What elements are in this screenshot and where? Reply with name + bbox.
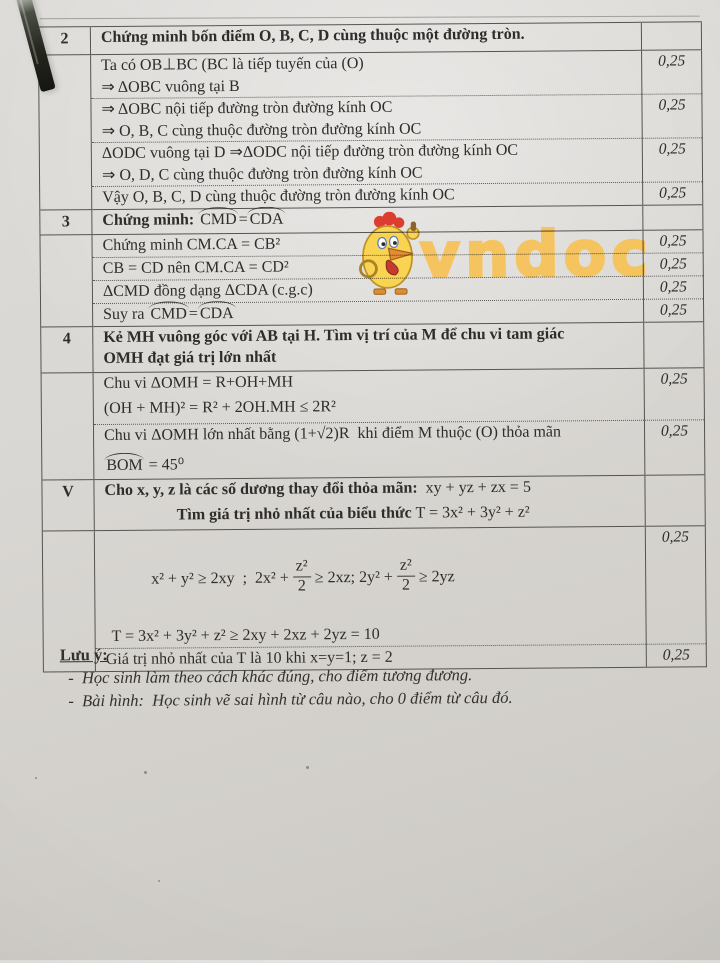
- solution-cell: [91, 94, 642, 142]
- solution-cell: [93, 368, 644, 424]
- solution-line: Vậy O, B, C, D cùng thuộc đường tròn đường kính OC: [102, 186, 455, 207]
- score-cell: [642, 50, 702, 94]
- table-row: [41, 419, 704, 479]
- solution-line: ⇒ ΔOBC nội tiếp đường tròn đường kính OC: [101, 98, 393, 119]
- solution-line: (OH + MH)² = R² + 2OH.MH ≤ 2R²: [103, 398, 336, 418]
- fraction-denominator: 2: [401, 576, 410, 594]
- table-row: [39, 138, 702, 187]
- solution-line: [104, 442, 640, 477]
- note-text: Bài hình: Học sinh vẽ sai hình từ câu nào, cho 0 điểm từ câu đó.: [82, 687, 513, 711]
- score-cell: [645, 474, 705, 525]
- score-value: 0,25: [660, 369, 688, 388]
- score-value: 0,25: [659, 231, 687, 250]
- score-cell: [643, 229, 703, 252]
- score-value: 0,25: [659, 254, 687, 273]
- score-cell: [641, 22, 701, 50]
- angle-arc-notation: BOM: [106, 456, 143, 474]
- score-cell: [642, 138, 702, 182]
- score-cell: [643, 298, 703, 321]
- angle-arc-notation: CDA: [249, 210, 284, 228]
- dash-bullet: -: [68, 691, 74, 711]
- equals-sign: =: [188, 304, 198, 322]
- note-item: [60, 663, 680, 688]
- score-value: 0,25: [658, 140, 686, 158]
- table-row: [39, 50, 702, 99]
- solution-line: Suy ra: [103, 305, 149, 323]
- score-cell: [642, 94, 702, 138]
- angle-equation: [198, 210, 285, 228]
- task-header: [93, 322, 644, 372]
- score-cell: [645, 525, 706, 644]
- table-row: [42, 474, 705, 530]
- number-column-spacer: [40, 234, 93, 326]
- note-text: Học sinh làm theo cách khác đúng, cho điểm tương đương.: [81, 665, 473, 688]
- question-number: V: [42, 479, 94, 530]
- table-row: [39, 94, 702, 143]
- question-number: 3: [40, 209, 92, 234]
- task-header-text: Chứng minh:: [102, 210, 199, 229]
- solution-line: Ta có OB⊥BC (BC là tiếp tuyến của (O): [101, 54, 364, 75]
- table-row: [41, 367, 704, 424]
- solution-line: ⇒ O, B, C cùng thuộc đường tròn đường kính OC: [101, 120, 422, 140]
- equation-text: ≥ 2xz; 2y² +: [314, 568, 393, 587]
- fraction-numerator: z²: [397, 558, 415, 577]
- dust-speck: [158, 880, 160, 882]
- equation-text: T = 3x² + 3y² + z²: [415, 503, 530, 522]
- task-header: [94, 475, 645, 530]
- task-header-line: [105, 497, 641, 527]
- solution-line: [111, 526, 642, 622]
- question-number: 4: [41, 326, 93, 372]
- notes-section: [60, 640, 680, 711]
- score-value: 0,25: [659, 184, 687, 202]
- solution-line: ⇒ ΔOBC vuông tại B: [101, 77, 240, 96]
- note-item: [60, 686, 680, 711]
- fraction-denominator: 2: [297, 577, 306, 595]
- dash-bullet: -: [68, 668, 74, 688]
- score-value: 0,25: [662, 646, 690, 664]
- score-value: 0,25: [659, 300, 688, 319]
- score-value: 0,25: [659, 277, 688, 296]
- solution-line: ⇒ O, D, C cùng thuộc đường tròn đường kính OC: [101, 164, 423, 184]
- score-cell: [643, 204, 703, 229]
- score-cell: [643, 182, 703, 205]
- notes-title: Lưu ý:: [59, 644, 108, 665]
- table-row: [41, 321, 704, 372]
- score-cell: [644, 367, 704, 419]
- solution-line: CB = CD nên CM.CA = CD²: [102, 258, 289, 277]
- solution-line: T = 3x² + 3y² + z² ≥ 2xy + 2xz + 2yz = 10: [111, 625, 380, 646]
- fraction: [397, 558, 415, 595]
- solution-cell: [91, 138, 642, 186]
- grading-rubric-table: [38, 21, 707, 672]
- solution-cell: [94, 526, 646, 648]
- dust-speck: [306, 766, 309, 769]
- solution-line: Giá trị nhỏ nhất của T là 10 khi x=y=1; z = 2: [105, 648, 393, 668]
- score-value: 0,25: [661, 527, 689, 546]
- score-value: 0,25: [658, 96, 686, 114]
- task-header-line: OMH đạt giá trị lớn nhất: [103, 348, 277, 368]
- solution-line: ΔODC vuông tại D ⇒ΔODC nội tiếp đường tròn đường kính OC: [101, 141, 519, 163]
- equals-sign: =: [238, 210, 248, 228]
- fraction: [293, 558, 311, 595]
- number-column-spacer: [41, 372, 94, 479]
- task-header-line: Kẻ MH vuông góc với AB tại H. Tìm vị trí của M để chu vi tam giác: [103, 324, 565, 346]
- fraction-numerator: z²: [293, 558, 311, 577]
- table-row: [42, 525, 706, 648]
- angle-arc-notation: CDA: [199, 304, 234, 322]
- equation-text: x² + y² ≥ 2xy ; 2x² +: [151, 569, 289, 588]
- score-value: 0,25: [658, 52, 686, 70]
- score-cell: [644, 419, 704, 474]
- score-value: 0,25: [660, 421, 689, 440]
- vndoc-logo-text: vndoc: [419, 216, 654, 292]
- task-header: Chứng minh bốn điểm O, B, C, D cùng thuộc một đường tròn.: [90, 22, 641, 54]
- score-cell: [644, 321, 704, 367]
- solution-cell: [91, 50, 642, 98]
- solution-line: Chu vi ΔOMH lớn nhất bằng (1+√2)R khi điểm M thuộc (O) thỏa mãn: [103, 422, 562, 444]
- dust-speck: [144, 771, 147, 774]
- solution-line: ΔCMD đồng dạng ΔCDA (c.g.c): [102, 280, 313, 300]
- equation-text: xy + yz + zx = 5: [425, 478, 531, 496]
- solution-line: Chu vi ΔOMH = R+OH+MH: [103, 373, 294, 392]
- table-edge-line: [40, 16, 700, 20]
- angle-arc-notation: CMD: [200, 210, 237, 228]
- equation-text: ≥ 2yz: [418, 568, 455, 586]
- score-cell: [643, 275, 703, 298]
- solution-line: Chứng minh CM.CA = CB²: [102, 235, 281, 254]
- task-header-text: Cho x, y, z là các số dương thay đổi thỏa mãn:: [104, 478, 426, 499]
- score-cell: [643, 252, 703, 275]
- dust-speck: [35, 777, 37, 779]
- task-header-text: Tìm giá trị nhỏ nhất của biểu thức: [176, 504, 416, 524]
- equation-text: = 45⁰: [144, 456, 185, 474]
- solution-cell: [93, 420, 644, 479]
- question-number: 2: [38, 27, 90, 55]
- angle-arc-notation: CMD: [150, 304, 187, 323]
